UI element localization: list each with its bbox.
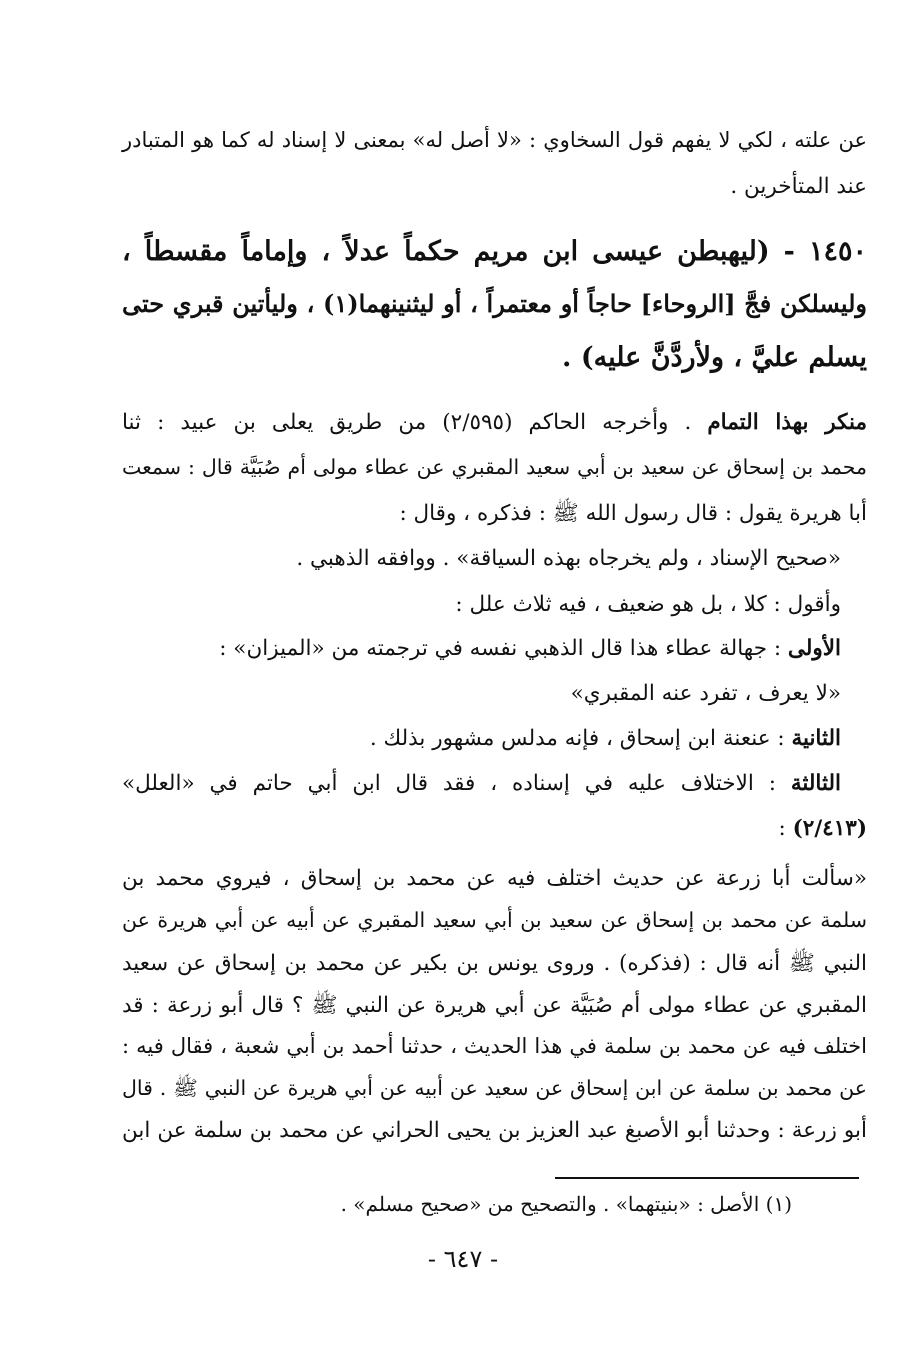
ilal-quote-line-5: اختلف فيه عن محمد بن سلمة في هذا الحديث ، حدثنا أحمد بن أبي شعبة ، فقال فيه : xyxy=(122,1034,867,1058)
ilal-quote-line-3: النبي ﷺ أنه قال : (فذكره) . وروى يونس بن بكير عن محمد بن إسحاق عن سعيد xyxy=(122,951,867,976)
ilal-quote-line-2: سلمة عن محمد بن إسحاق عن سعيد بن أبي سعيد المقبري عن أبيه عن أبي هريرة عن xyxy=(122,908,867,932)
footnote-text: الأصل : «بنيتهما» . والتصحيح من «صحيح مسلم» . xyxy=(340,1192,766,1216)
defect-third-text: : الاختلاف عليه في إسناده ، فقد قال ابن أبي حاتم في «العلل» xyxy=(122,771,791,796)
footnote-separator xyxy=(555,1177,859,1179)
verdict-label: منكر بهذا التمام xyxy=(707,410,867,435)
hadith-heading-line-2: وليسلكن فجَّ [الروحاء] حاجاً أو معتمراً ، أو ليثنينهما(١) ، وليأتين قبري حتى xyxy=(122,289,867,318)
author-statement: وأقول : كلا ، بل هو ضعيف ، فيه ثلاث علل : xyxy=(455,592,841,617)
takhrij-paragraph xyxy=(122,410,867,660)
defect-third-label: الثالثة xyxy=(790,771,841,796)
defect-third xyxy=(122,771,841,796)
defect-first xyxy=(122,636,841,661)
ilal-reference-tail: : xyxy=(778,816,793,841)
hakim-quote: «صحيح الإسناد ، ولم يخرجاه بهذه السياقة» . ووافقه الذهبي . xyxy=(296,546,841,571)
ilal-quotation xyxy=(122,866,867,1166)
defect-first-label: الأولى xyxy=(787,636,841,661)
hadith-heading-line-1: ١٤٥٠ - (ليهبطن عيسى ابن مريم حكماً عدلاً ، وإماماً مقسطاً ، xyxy=(122,236,867,267)
defect-second-label: الثانية xyxy=(791,726,841,751)
hadith-heading xyxy=(122,236,867,396)
ilal-quote-line-7: أبو زرعة : وحدثنا أبو الأصبغ عبد العزيز بن يحيى الحراني عن محمد بن سلمة عن ابن xyxy=(122,1118,867,1143)
hadith-heading-line-3: يسلم عليَّ ، ولأردَّنَّ عليه) . xyxy=(562,342,867,373)
footnote-marker: (١) xyxy=(765,1192,792,1216)
takhrij-line-1 xyxy=(122,410,867,435)
defect-second-text: : عنعنة ابن إسحاق ، فإنه مدلس مشهور بذلك . xyxy=(369,726,792,751)
takhrij-line-2: محمد بن إسحاق عن سعيد بن أبي سعيد المقبري عن عطاء مولى أم صُبَيَّة قال : سمعت xyxy=(122,455,867,479)
ilal-quote-line-6: عن محمد بن سلمة عن ابن إسحاق عن سعيد عن أبيه عن أبي هريرة عن النبي ﷺ . قال xyxy=(122,1076,867,1100)
defects-list xyxy=(122,636,867,846)
takhrij-line-1-text: . وأخرجه الحاكم (٢/٥٩٥) من طريق يعلى بن عبيد : ثنا xyxy=(122,410,708,435)
defect-third-reference xyxy=(122,816,867,841)
footnote-line xyxy=(122,1192,792,1216)
intro-line-2: عند المتأخرين . xyxy=(730,174,867,199)
intro-paragraph xyxy=(122,128,867,208)
footnote xyxy=(122,1192,792,1224)
takhrij-line-3: أبا هريرة يقول : قال رسول الله ﷺ : فذكره ، وقال : xyxy=(399,501,867,526)
ilal-quote-line-1: «سألت أبا زرعة عن حديث اختلف فيه عن محمد بن إسحاق ، فيروي محمد بن xyxy=(122,866,867,891)
ilal-reference: (٢/٤١٣) xyxy=(792,816,867,841)
ilal-quote-line-4: المقبري عن عطاء مولى أم صُبَيَّة عن أبي هريرة عن النبي ﷺ ؟ قال أبو زرعة : قد xyxy=(122,993,867,1018)
page-number: - ٦٤٧ - xyxy=(427,1245,499,1273)
defect-first-text: : جهالة عطاء هذا قال الذهبي نفسه في ترجمته من «الميزان» : xyxy=(219,636,788,661)
defect-first-quote: «لا يعرف ، تفرد عنه المقبري» xyxy=(570,681,841,706)
defect-second xyxy=(122,726,841,751)
intro-line-1: عن علته ، لكي لا يفهم قول السخاوي : «لا أصل له» بمعنى لا إسناد له كما هو المتبادر xyxy=(122,128,867,152)
